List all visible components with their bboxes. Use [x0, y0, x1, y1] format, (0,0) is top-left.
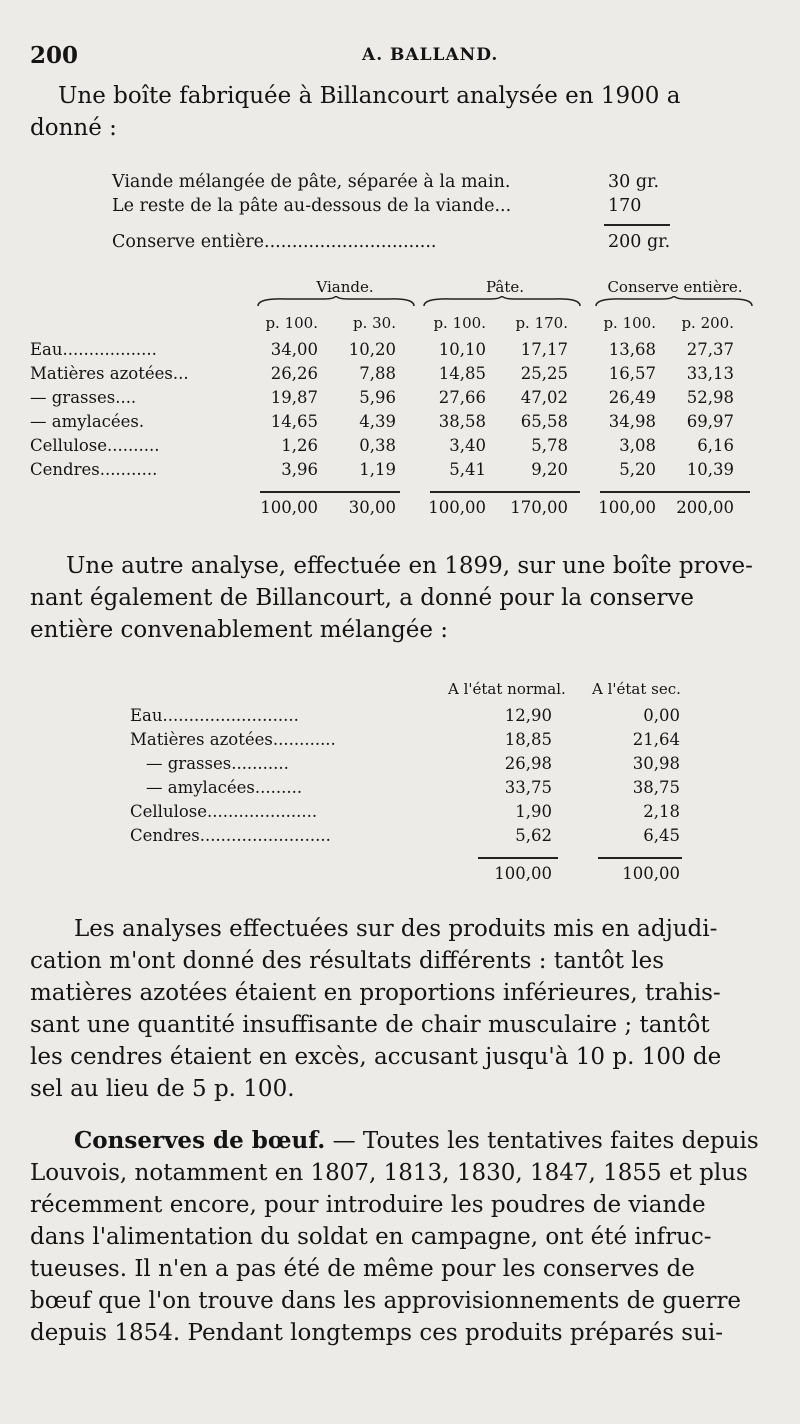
subheader: p. 200.: [681, 314, 734, 332]
section-conserves-de-boeuf: [30, 1125, 770, 1349]
text-line: Louvois, notamment en 1807, 1813, 1830, 1847, 1855 et plus: [30, 1160, 748, 1186]
row-label: Eau..........................: [130, 706, 299, 725]
text-line: dans l'alimentation du soldat en campagne, ont été infruc-: [30, 1224, 712, 1250]
total-cell: 200,00: [676, 498, 734, 517]
table-cell: 10,10: [438, 340, 486, 359]
row-label: — amylacées.........: [146, 778, 303, 797]
table-cell: 34,98: [608, 412, 656, 431]
composition-total-value: 200 gr.: [608, 232, 671, 252]
table-cell: 10,20: [348, 340, 396, 359]
text-line: sant une quantité insuffisante de chair musculaire ; tantôt: [30, 1012, 710, 1038]
table-cell: 5,78: [531, 436, 568, 455]
table-cell: 12,90: [504, 706, 552, 725]
row-label: — grasses...........: [146, 754, 289, 773]
group-braces: [256, 296, 756, 306]
composition-total-label: Conserve entière...............................: [112, 232, 437, 252]
table-cell: 3,96: [281, 460, 318, 479]
total-cell: 100,00: [598, 498, 656, 517]
column-header-dry: A l'état sec.: [592, 680, 681, 698]
sum-rule: [598, 857, 682, 859]
table-cell: 26,26: [270, 364, 318, 383]
row-label: Eau..................: [30, 340, 157, 359]
text-line: bœuf que l'on trouve dans les approvisionnements de guerre: [30, 1288, 742, 1314]
table-cell: 4,39: [359, 412, 396, 431]
text-line: récemment encore, pour introduire les poudres de viande: [30, 1192, 706, 1218]
text-line: entière convenablement mélangée :: [30, 617, 449, 643]
text-line: tueuses. Il n'en a pas été de même pour les conserves de: [30, 1256, 695, 1282]
text-line: Une autre analyse, effectuée en 1899, sur une boîte prove-: [66, 553, 753, 579]
sum-rule: [600, 491, 750, 493]
table-cell: 0,38: [359, 436, 396, 455]
sum-rule: [260, 491, 400, 493]
total-cell: 100,00: [622, 864, 680, 883]
table-cell: 6,45: [643, 826, 680, 845]
subheader: p. 100.: [265, 314, 318, 332]
text-run: — Toutes les tentatives faites depuis: [325, 1128, 759, 1154]
table-cell: 26,98: [504, 754, 552, 773]
subheader: p. 170.: [515, 314, 568, 332]
table-cell: 30,98: [632, 754, 680, 773]
text-line: depuis 1854. Pendant longtemps ces produits préparés sui-: [30, 1320, 724, 1346]
table-cell: 38,58: [438, 412, 486, 431]
table-cell: 9,20: [531, 460, 568, 479]
table-cell: 5,41: [449, 460, 486, 479]
text-line: [30, 1125, 770, 1157]
table-cell: 33,75: [504, 778, 552, 797]
total-cell: 100,00: [428, 498, 486, 517]
group-header-conserve: Conserve entière.: [607, 278, 743, 296]
table-cell: 3,08: [619, 436, 656, 455]
subheader: p. 100.: [603, 314, 656, 332]
table-cell: 25,25: [520, 364, 568, 383]
table-cell: 27,66: [438, 388, 486, 407]
table-cell: 10,39: [686, 460, 734, 479]
column-header-normal: A l'état normal.: [448, 680, 566, 698]
table-cell: 6,16: [697, 436, 734, 455]
table-cell: 13,68: [608, 340, 656, 359]
table-cell: 34,00: [270, 340, 318, 359]
table-cell: 16,57: [608, 364, 656, 383]
table-cell: 65,58: [520, 412, 568, 431]
table-cell: 1,19: [359, 460, 396, 479]
composition-label: Le reste de la pâte au-dessous de la viande...: [112, 196, 512, 216]
text-line: cation m'ont donné des résultats différents : tantôt les: [30, 948, 665, 974]
row-label: — grasses....: [30, 388, 137, 407]
page-header: [30, 42, 770, 72]
text-line: les cendres étaient en excès, accusant jusqu'à 10 p. 100 de: [30, 1044, 722, 1070]
total-cell: 100,00: [494, 864, 552, 883]
paragraph-1899-analysis: [30, 550, 770, 646]
text-line: Une boîte fabriquée à Billancourt analysée en 1900 a: [58, 83, 681, 109]
row-label: — amylacées.: [30, 412, 145, 431]
table-cell: 0,00: [643, 706, 680, 725]
table-cell: 19,87: [270, 388, 318, 407]
table-cell: 1,26: [281, 436, 318, 455]
table-cell: 69,97: [686, 412, 734, 431]
text-line: sel au lieu de 5 p. 100.: [30, 1076, 295, 1102]
row-label: Cellulose..........: [30, 436, 160, 455]
table-cell: 18,85: [504, 730, 552, 749]
table-cell: 14,65: [270, 412, 318, 431]
composition-list: [112, 172, 672, 252]
total-cell: 100,00: [260, 498, 318, 517]
composition-label: Viande mélangée de pâte, séparée à la main.: [112, 172, 511, 192]
composition-value: 170: [608, 196, 642, 216]
text-line: nant également de Billancourt, a donné pour la conserve: [30, 585, 695, 611]
row-label: Matières azotées............: [130, 730, 336, 749]
table-cell: 2,18: [643, 802, 680, 821]
table-cell: 5,62: [515, 826, 552, 845]
table-cell: 52,98: [686, 388, 734, 407]
table-cell: 14,85: [438, 364, 486, 383]
table-cell: 1,90: [515, 802, 552, 821]
sum-rule: [430, 491, 580, 493]
composition-row: [112, 196, 672, 220]
group-header-viande: Viande.: [316, 278, 374, 296]
table-cell: 7,88: [359, 364, 396, 383]
table-cell: 17,17: [520, 340, 568, 359]
sum-rule: [604, 224, 670, 226]
subheader: p. 30.: [353, 314, 396, 332]
group-header-pate: Pâte.: [485, 278, 525, 296]
text-line: matières azotées étaient en proportions inférieures, trahis-: [30, 980, 721, 1006]
table-cell: 21,64: [632, 730, 680, 749]
page-number: 200: [30, 42, 79, 69]
text-line: donné :: [30, 115, 117, 141]
text-line: Les analyses effectuées sur des produits mis en adjudi-: [74, 916, 718, 942]
table-cell: 3,40: [449, 436, 486, 455]
total-cell: 30,00: [348, 498, 396, 517]
row-label: Cendres...........: [30, 460, 158, 479]
table-cell: 47,02: [520, 388, 568, 407]
paragraph-adjudication: [30, 913, 770, 1105]
row-label: Cendres.........................: [130, 826, 331, 845]
table-cell: 26,49: [608, 388, 656, 407]
section-heading: Conserves de bœuf.: [74, 1127, 326, 1154]
composition-row: [112, 172, 672, 196]
table-cell: 5,20: [619, 460, 656, 479]
table-cell: 27,37: [686, 340, 734, 359]
row-label: Matières azotées...: [30, 364, 189, 383]
sum-rule: [478, 857, 558, 859]
table-cell: 33,13: [686, 364, 734, 383]
paragraph-intro: [30, 80, 770, 144]
composition-value: 30 gr.: [608, 172, 660, 192]
subheader: p. 100.: [433, 314, 486, 332]
total-cell: 170,00: [510, 498, 568, 517]
row-label: Cellulose.....................: [130, 802, 318, 821]
table-cell: 38,75: [632, 778, 680, 797]
table-cell: 5,96: [359, 388, 396, 407]
running-head: A. BALLAND.: [362, 45, 499, 65]
